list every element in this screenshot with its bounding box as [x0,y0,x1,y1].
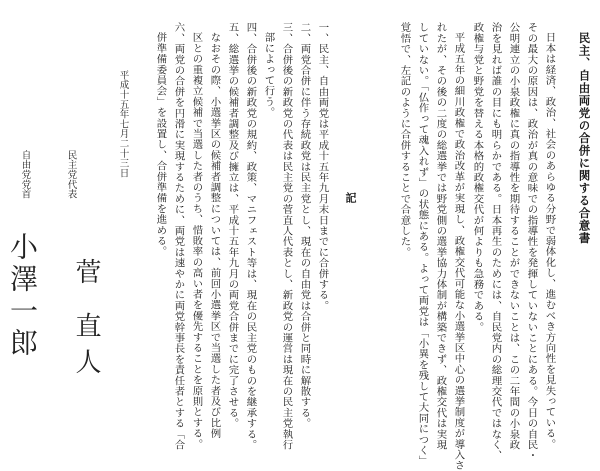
preamble-line: 公明連立の小泉政権に真の指導性を期待することができないことは、この二年間の小泉政 [507,22,520,450]
preamble-line: 覚悟で、左記のように合併することで合意した。 [398,22,411,258]
preamble-line: 平成五年の細川政権で政治改革が実現し、政権交代可能な小選挙区中心の選挙制度が導入さ [452,32,465,471]
clause-line: 一、民主、自由両党は平成十五年九月末日までに合併する。 [316,22,329,311]
preamble-line: その最大の原因は、政治が真の意味での指導性を発揮していないことにある。今日の自民・ [525,22,538,461]
preamble-line: していない。「仏作って魂入れず」の状態にある。よって両党は「小異を残して大同につく」 [416,22,429,467]
clause-line: 四、合併後の新政党の規約、政策、マニフェスト等は、現在の民主党のものを継承する。 [244,22,257,450]
clause-line: 区との重複立候補で当選した者のうち、惜敗率の高い者を優先することを原則とする。 [190,32,203,450]
clause-line: なおその際、小選挙区の候補者調整については、前回小選挙区で当選した者及び比例 [208,32,221,439]
clause-line: 三、合併後の新政党の代表は民主党の菅直人代表とし、新政党の運営は現在の民主党執行 [280,22,293,450]
clause-line: 併準備委員会」を設置し、合併準備を進める。 [154,32,167,257]
preamble-line: 治を見れば誰の目にも明らかである。日本再生のためには、自民党内の総理交代ではなく、 [489,22,502,461]
preamble-line: れたが、その後の二度の総選挙では野党側の選挙協力体制が構築できず、政権交代は実現 [434,22,447,450]
clause-line: 二、両党合併に伴う存続政党は民主党とし、現在の自由党は合併と同時に解散する。 [298,22,311,429]
preamble-line: 日本は経済、政治、社会のあらゆる分野で弱体化し、進むべき方向性を見失っている。 [543,32,556,450]
signature-ozawa: 小澤一郎 [6,232,39,360]
preamble-line: 政権与党と野党を替える本格的政権交代が何よりも急務である。 [471,22,484,333]
ki-heading: 記 [344,192,357,204]
clause-line: 六、両党の合併を円滑に実現するために、両党は速やかに両党幹事長を責任者とする「合 [172,22,185,450]
signature-kan: 菅 直人 [71,258,101,385]
clause-line: 五、総選挙の候補者調整及び擁立は、平成十五年九月の両党合併までに完了させる。 [226,22,239,429]
agreement-date: 平成十五年七月二十三日 [117,70,129,178]
signatory-role: 民主党代表 [65,150,77,199]
signatory-role: 自由党党首 [19,150,31,199]
clause-line: 部によって行う。 [262,32,275,118]
document-title: 民主、自由両党の合併に関する合意書 [577,32,592,245]
